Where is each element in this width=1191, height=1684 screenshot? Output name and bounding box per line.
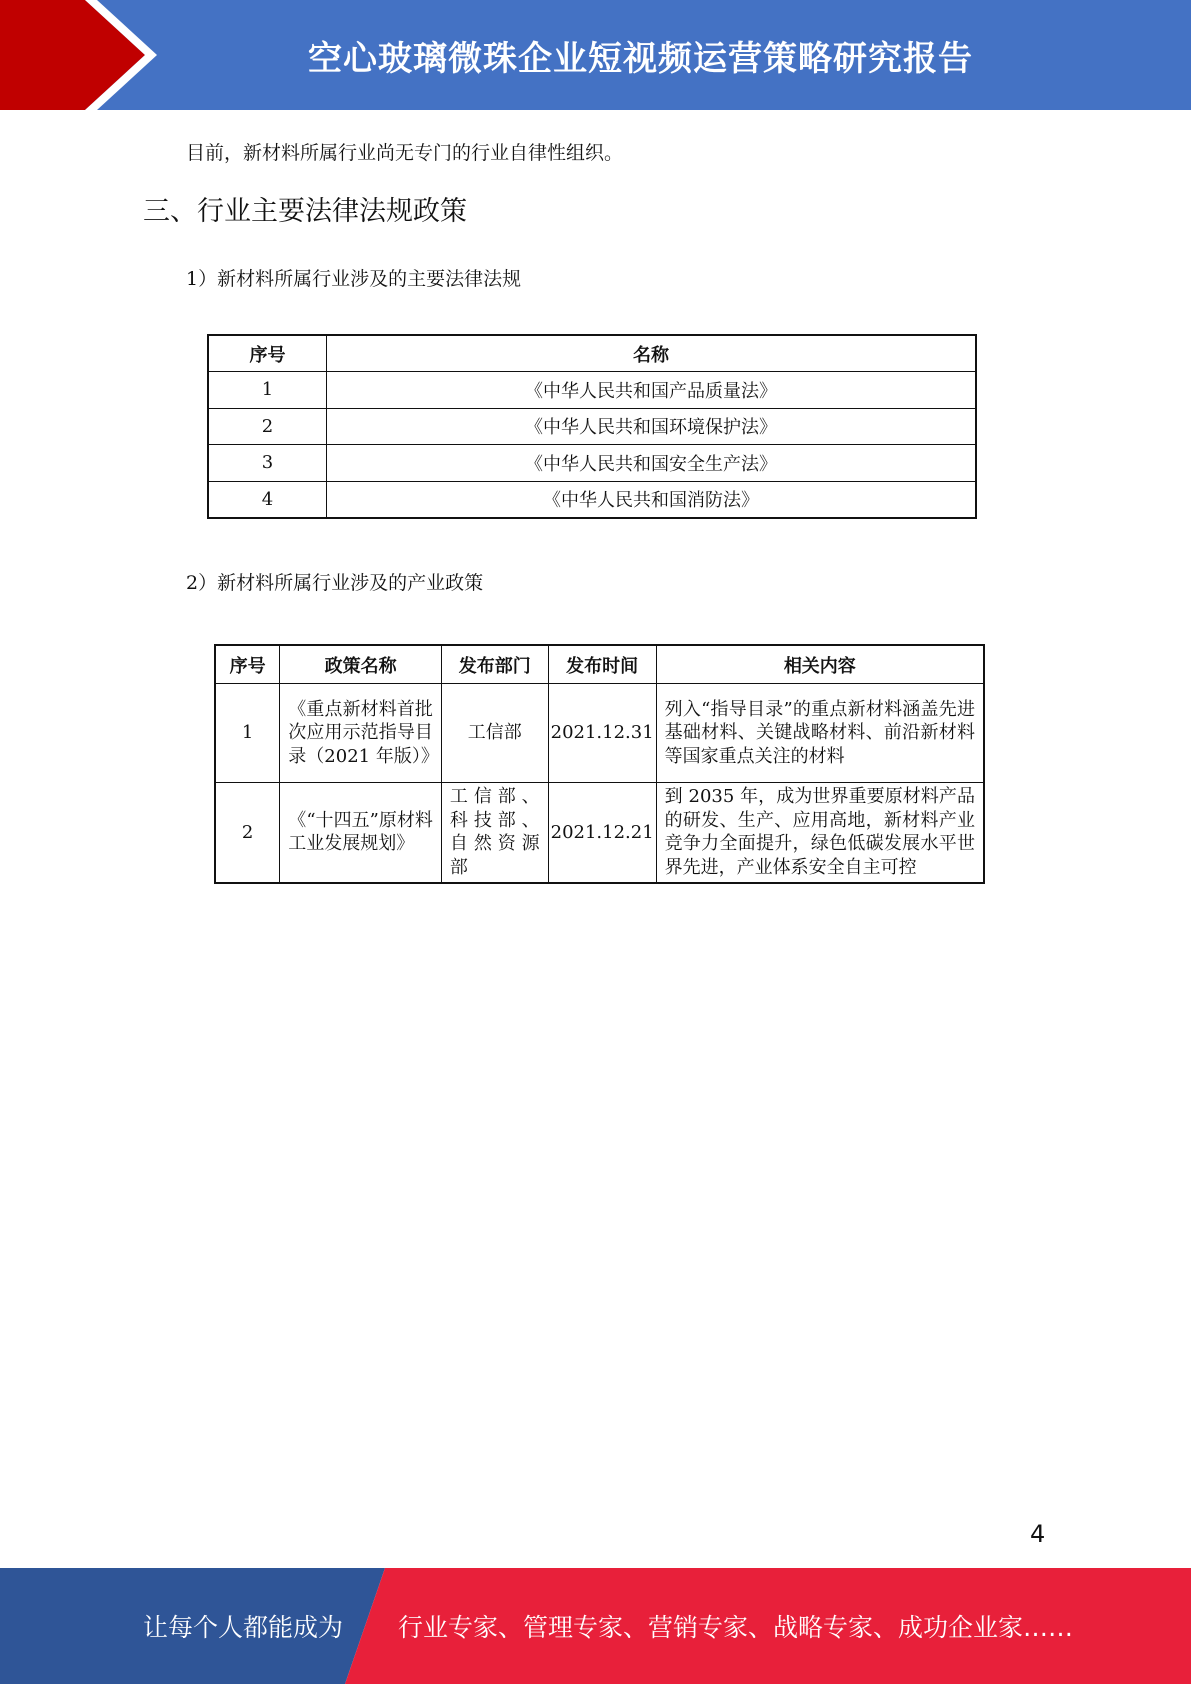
table-row (215, 684, 984, 783)
subsection-policies-title: 2）新材料所属行业涉及的产业政策 (186, 572, 484, 594)
cell-law-name: 《中华人民共和国环境保护法》 (327, 408, 977, 445)
table-header-row (215, 645, 984, 684)
table-row (208, 408, 976, 445)
cell-law-name: 《中华人民共和国消防法》 (327, 481, 977, 518)
cell-date: 2021.12.31 (548, 684, 656, 783)
cell-index: 1 (215, 684, 280, 783)
law-table (207, 334, 977, 519)
header-cell-date: 发布时间 (548, 645, 656, 684)
table-header-row (208, 335, 976, 372)
cell-index: 2 (215, 783, 280, 883)
cell-policy-name: 《“十四五”原材料工业发展规划》 (280, 783, 442, 883)
header-cell-name: 名称 (327, 335, 977, 372)
intro-paragraph: 目前，新材料所属行业尚无专门的行业自律性组织。 (186, 142, 624, 164)
policy-table (214, 644, 985, 884)
footer-slogan-right: 行业专家、管理专家、营销专家、战略专家、成功企业家…… (398, 1613, 1074, 1642)
table-row (208, 481, 976, 518)
cell-content: 列入“指导目录”的重点新材料涵盖先进基础材料、关键战略材料、前沿新材料等国家重点关注的材料 (656, 684, 984, 783)
page-number: 4 (1030, 1520, 1046, 1548)
header-cell-department: 发布部门 (441, 645, 548, 684)
cell-law-name: 《中华人民共和国产品质量法》 (327, 372, 977, 409)
cell-department: 工信部 (441, 684, 548, 783)
cell-index: 4 (208, 481, 327, 518)
subsection-laws-title: 1）新材料所属行业涉及的主要法律法规 (186, 268, 522, 290)
header-banner (0, 0, 1191, 110)
table-row (208, 372, 976, 409)
header-cell-content: 相关内容 (656, 645, 984, 684)
cell-policy-name: 《重点新材料首批次应用示范指导目录（2021 年版）》 (280, 684, 442, 783)
cell-index: 2 (208, 408, 327, 445)
cell-content: 到 2035 年，成为世界重要原材料产品的研发、生产、应用高地，新材料产业竞争力全面提升，绿色低碳发展水平世界先进，产业体系安全自主可控 (656, 783, 984, 883)
table-row (215, 783, 984, 883)
header-cell-policy-name: 政策名称 (280, 645, 442, 684)
report-title: 空心玻璃微珠企业短视频运营策略研究报告 (308, 38, 973, 79)
cell-law-name: 《中华人民共和国安全生产法》 (327, 445, 977, 482)
table-row (208, 445, 976, 482)
section-heading: 三、行业主要法律法规政策 (143, 196, 467, 227)
header-cell-index: 序号 (208, 335, 327, 372)
footer-slogan-left: 让每个人都能成为 (143, 1613, 344, 1642)
footer-banner (0, 1568, 1191, 1684)
cell-index: 3 (208, 445, 327, 482)
cell-index: 1 (208, 372, 327, 409)
cell-department: 工信部、科技部、自然资源部 (441, 783, 548, 883)
cell-date: 2021.12.21 (548, 783, 656, 883)
header-cell-index: 序号 (215, 645, 280, 684)
